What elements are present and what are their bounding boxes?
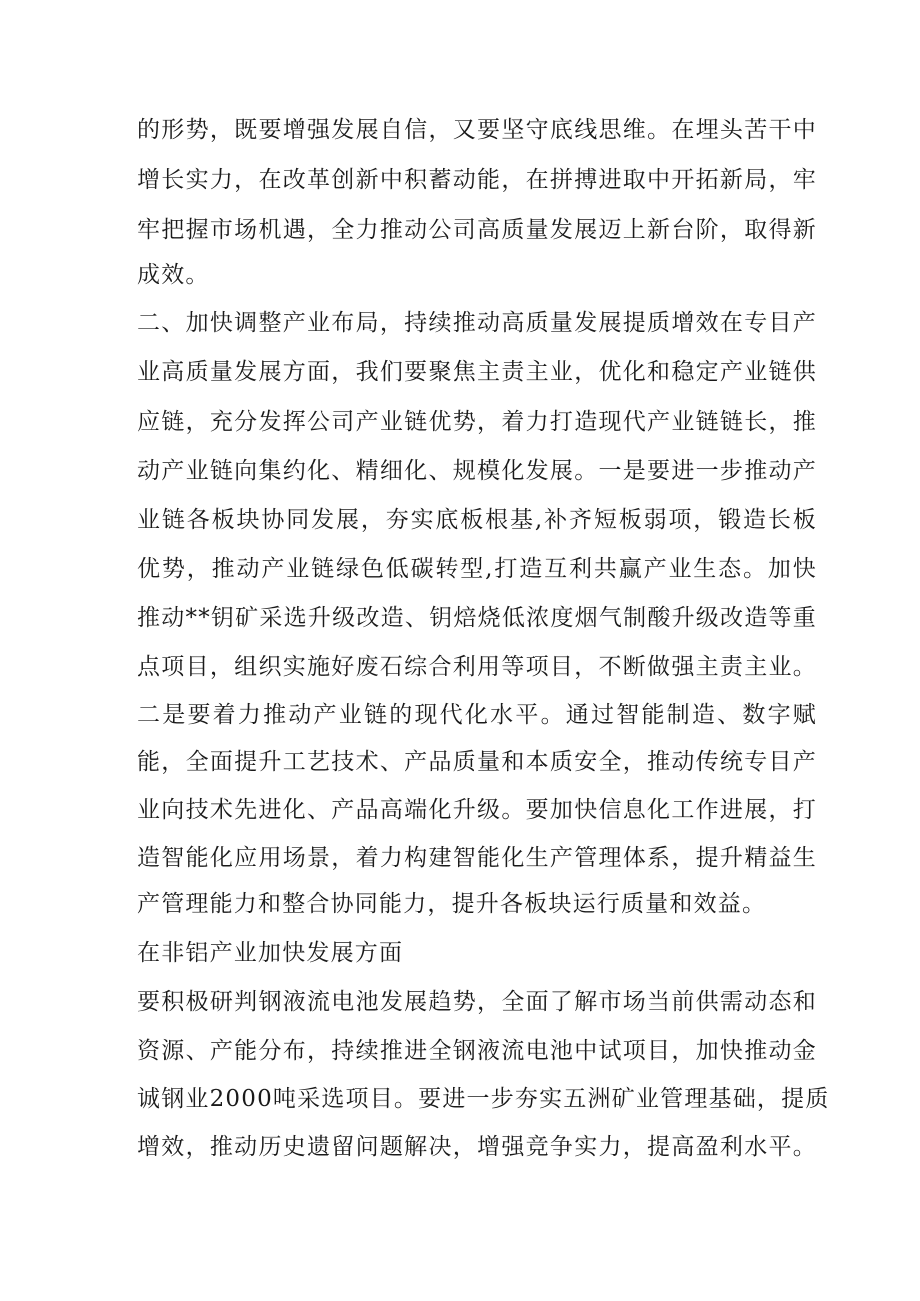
text-line: 点项目，组织实施好废石综合利用等项目，不断做强主责主业。 [137, 654, 817, 680]
text-line: 资源、产能分布，持续推进全钢液流电池中试项目，加快推动金 [137, 1038, 817, 1064]
text-line: 动产业链向集约化、精细化、规模化发展。一是要进一步推动产 [137, 458, 817, 484]
text-line: 增长实力，在改革创新中积蓄动能，在拼搏进取中开拓新局，牢 [137, 167, 817, 193]
text-line: 推动**钥矿采选升级改造、钥焙烧低浓度烟气制酸升级改造等重 [137, 605, 817, 631]
text-line: 业向技术先进化、产品高端化升级。要加快信息化工作进展，打 [137, 797, 817, 823]
section-heading-line: 二、加快调整产业布局，持续推动高质量发展提质增效在专目产 [137, 310, 817, 336]
subheading-line: 在非铝产业加快发展方面 [137, 940, 404, 966]
text-line: 业高质量发展方面，我们要聚焦主责主业，优化和稳定产业链供 [137, 359, 817, 385]
text-line: 造智能化应用场景，着力构建智能化生产管理体系，提升精益生 [137, 845, 817, 871]
text-line: 二是要着力推动产业链的现代化水平。通过智能制造、数字赋 [137, 702, 817, 728]
text-line: 诚钢业2000吨采选项目。要进一步夯实五洲矿业管理基础，提质 [137, 1086, 830, 1112]
text-line: 要积极研判钢液流电池发展趋势，全面了解市场当前供需动态和 [137, 989, 817, 1015]
text-line: 能，全面提升工艺技术、产品质量和本质安全，推动传统专目产 [137, 749, 817, 775]
text-line: 产管理能力和整合协同能力，提升各板块运行质量和效益。 [137, 891, 767, 917]
text-line: 业链各板块协同发展，夯实底板根基,补齐短板弱项，锻造长板 [137, 507, 817, 533]
text-line: 牢把握市场机遇，全力推动公司高质量发展迈上新台阶，取得新 [137, 217, 817, 243]
text-line: 增效，推动历史遗留问题解决，增强竞争实力，提高盈利水平。 [137, 1134, 817, 1160]
text-line: 成效。 [137, 262, 210, 288]
text-line: 应链，充分发挥公司产业链优势，着力打造现代产业链链长，推 [137, 409, 817, 435]
text-line: 的形势，既要增强发展自信，又要坚守底线思维。在埋头苦干中 [137, 117, 817, 143]
text-line: 优势，推动产业链绿色低碳转型,打造互利共赢产业生态。加快 [137, 556, 817, 582]
